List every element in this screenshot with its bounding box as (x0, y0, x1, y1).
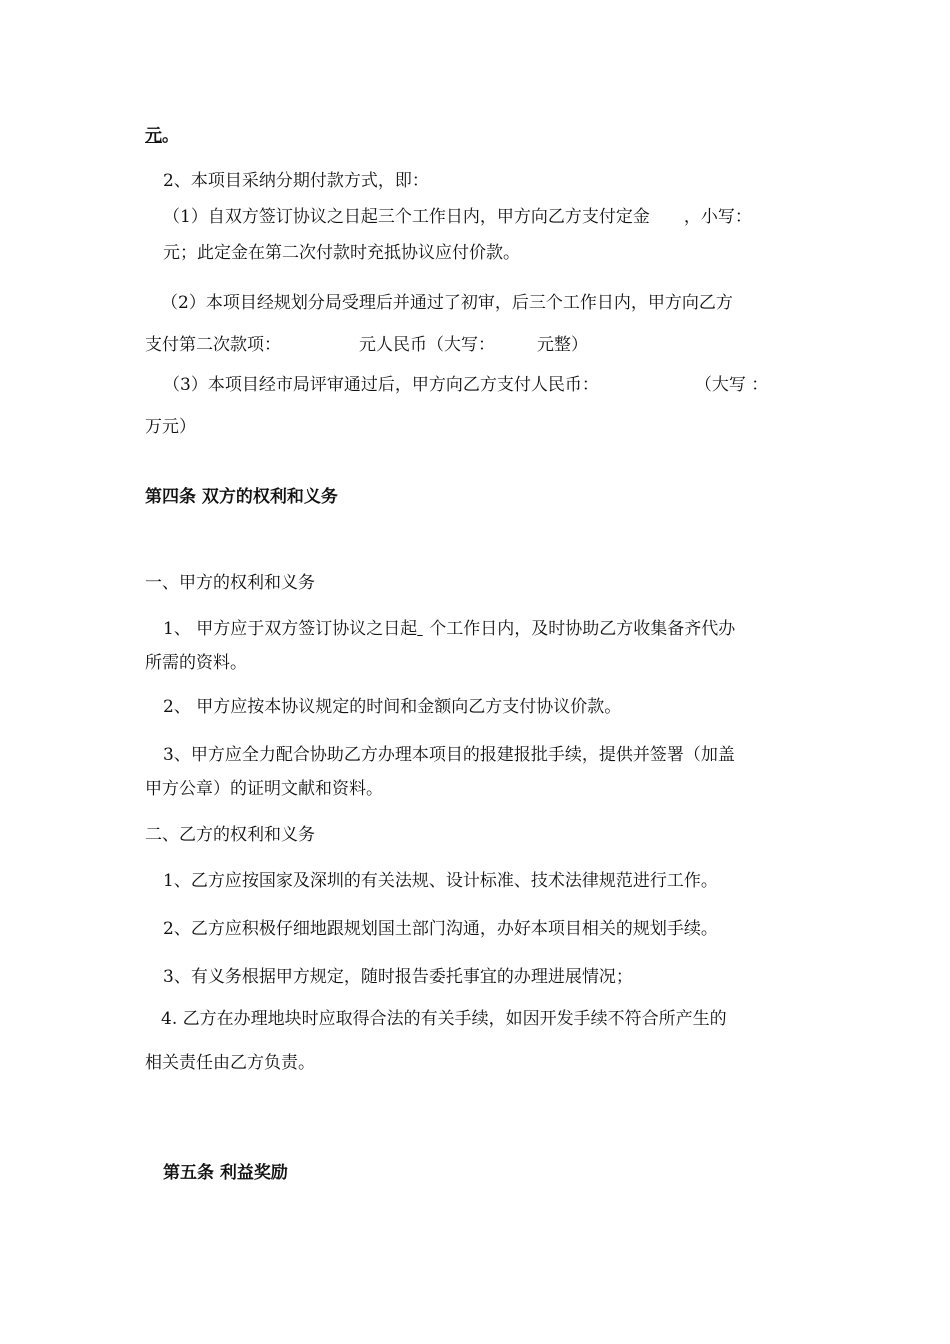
clause-payment-1-small: ，小写： (683, 207, 752, 227)
party-b-item-4: 4. 乙方在办理地块时应取得合法的有关手续，如因开发手续不符合所产生的 (161, 1009, 727, 1029)
second-payment-rmb: 元人民币（大写： (359, 335, 495, 355)
party-b-heading: 二、乙方的权利和义务 (145, 825, 315, 845)
party-b-item-1: 1、乙方应按国家及深圳的有关法规、设计标准、技术法律规范进行工作。 (163, 871, 718, 891)
party-a-item-3-cont: 甲方公章）的证明文献和资料。 (145, 779, 383, 799)
period: 。 (162, 126, 179, 146)
clause-payment-1 (163, 206, 752, 228)
clause-payment-3-text: （3）本项目经市局评审通过后，甲方向乙方支付人民币： (163, 375, 599, 395)
clause-payment-2-cont (145, 334, 588, 356)
clause-payment-3 (163, 374, 768, 396)
article-5-heading: 第五条 利益奖励 (163, 1163, 288, 1183)
blank-days (417, 618, 429, 640)
article-4-heading: 第四条 双方的权利和义务 (145, 487, 338, 507)
clause-payment-1-text: （1）自双方签订协议之日起三个工作日内，甲方向乙方支付定金 (163, 207, 650, 227)
party-a-item-1-cont: 所需的资料。 (145, 653, 247, 673)
party-a-item-1 (163, 618, 735, 640)
party-a-heading: 一、甲方的权利和义务 (145, 573, 315, 593)
party-a-item-1-text2: 个工作日内，及时协助乙方收集备齐代办 (429, 619, 736, 639)
second-payment-label: 支付第二次款项： (145, 335, 281, 355)
clause-payment-1-cont: 元；此定金在第二次付款时充抵协议应付价款。 (163, 243, 520, 263)
party-a-item-2: 2、 甲方应按本协议规定的时间和金额向乙方支付协议价款。 (163, 697, 622, 717)
clause-payment-2: （2）本项目经规划分局受理后并通过了初审，后三个工作日内，甲方向乙方 (161, 293, 733, 313)
clause-payment-method: 2、本项目采纳分期付款方式，即： (163, 171, 429, 191)
party-a-item-1-text: 1、 甲方应于双方签订协议之日起 (163, 619, 418, 639)
party-b-item-2: 2、乙方应积极仔细地跟规划国土部门沟通，办好本项目相关的规划手续。 (163, 919, 718, 939)
line-yuan (145, 125, 179, 147)
second-payment-total: 元整） (537, 335, 588, 355)
clause-payment-3-cont: 万元） (145, 417, 196, 437)
party-a-item-3: 3、甲方应全力配合协助乙方办理本项目的报建报批手续，提供并签署（加盖 (163, 745, 735, 765)
clause-payment-3-daxie: （大写 ： (694, 375, 769, 395)
yuan-underlined: 元 (145, 126, 162, 146)
party-b-item-3: 3、有义务根据甲方规定，随时报告委托事宜的办理进展情况； (163, 967, 633, 987)
party-b-item-4-cont: 相关责任由乙方负责。 (145, 1053, 315, 1073)
